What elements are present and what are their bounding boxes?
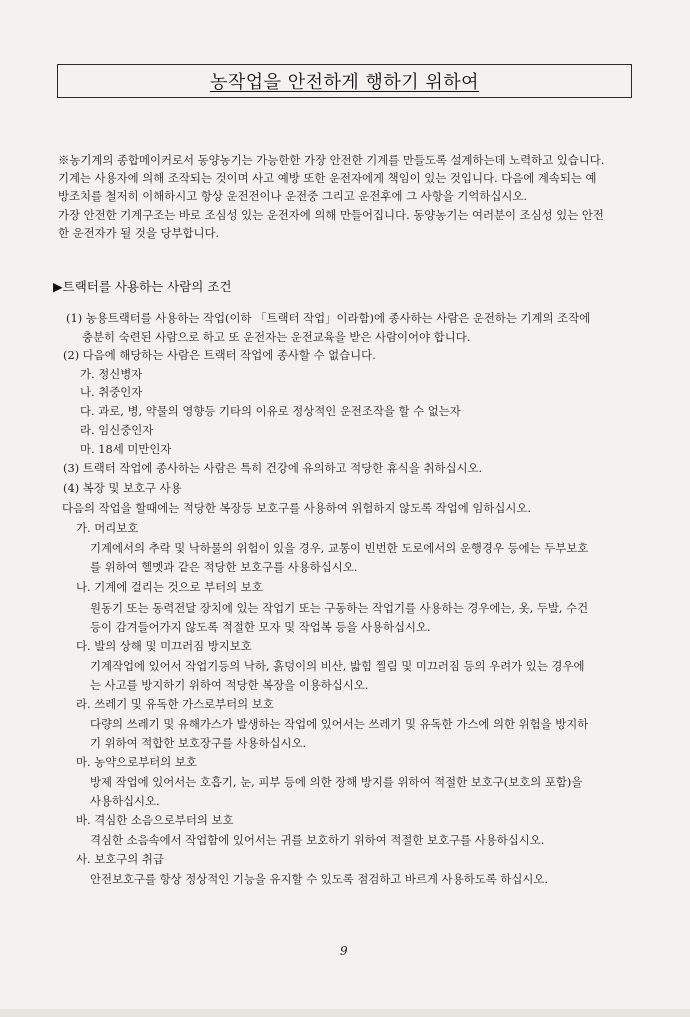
list-item: 는 사고를 방지하기 위하여 적당한 복장을 이용하십시오. — [90, 678, 369, 692]
page-number: 9 — [340, 944, 348, 958]
list-item: 를 위하여 헬멧과 같은 적당한 보호구를 사용하십시오. — [90, 560, 358, 574]
page-bottom-edge — [0, 1009, 690, 1017]
list-item: 다량의 쓰레기 및 유해가스가 발생하는 작업에 있어서는 쓰레기 및 유독한 가스에 의한 위험을 방지하 — [90, 717, 589, 731]
list-item: (4) 복장 및 보호구 사용 — [63, 481, 182, 495]
list-item: 다. 발의 상해 및 미끄러짐 방지보호 — [76, 639, 252, 653]
intro-line: ※농기계의 종합메이커로서 동양농기는 가능한한 가장 안전한 기계를 만들도록 설계하는데 노력하고 있습니다. — [58, 153, 605, 167]
list-item: 다음의 작업을 할때에는 적당한 복장등 보호구를 사용하여 위험하지 않도록 작업에 임하십시오. — [62, 501, 531, 515]
list-item: 마. 농약으로부터의 보호 — [76, 755, 197, 769]
list-item: 충분히 숙련된 사람으로 하고 또 운전자는 운전교육을 받은 사람이어야 합니다. — [82, 330, 471, 344]
list-item: 기계작업에 있어서 작업기등의 낙하, 흙덩이의 비산, 밟힘 찔림 및 미끄러짐 등의 우려가 있는 경우에 — [90, 659, 585, 673]
intro-line: 기계는 사용자에 의해 조작되는 것이며 사고 예방 또한 운전자에게 책임이 있는 것입니다. 다음에 계속되는 예 — [58, 171, 597, 185]
list-item: 방제 작업에 있어서는 호흡기, 눈, 피부 등에 의한 장해 방지를 위하여 적절한 보호구(보호의 포함)을 — [90, 775, 583, 789]
list-item: 바. 격심한 소음으로부터의 보호 — [76, 813, 234, 827]
list-item: 사용하십시오. — [90, 794, 160, 808]
list-item: 가. 머리보호 — [76, 521, 139, 535]
list-item: 등이 감겨들어가지 않도록 적절한 모자 및 작업복 등을 사용하십시오. — [90, 620, 431, 634]
list-item: (2) 다음에 해당하는 사람은 트랙터 작업에 종사할 수 없습니다. — [63, 348, 376, 362]
list-item: 사. 보호구의 취급 — [76, 852, 164, 866]
intro-line: 가장 안전한 기계구조는 바로 조심성 있는 운전자에 의해 만들어집니다. 동양농기는 여러분이 조심성 있는 안전 — [58, 208, 604, 222]
intro-line: 한 운전자가 될 것을 당부합니다. — [58, 226, 220, 240]
list-item: 라. 임신중인자 — [80, 423, 154, 437]
intro-line: 방조치를 철저히 이해하시고 항상 운전전이나 운전중 그리고 운전후에 그 사항을 기억하십시오. — [58, 189, 527, 203]
list-item: 마. 18세 미만인자 — [80, 442, 172, 456]
list-item: 가. 정신병자 — [80, 367, 143, 381]
list-item: 다. 과로, 병, 약물의 영향등 기타의 이유로 정상적인 운전조작을 할 수 없는자 — [80, 404, 461, 418]
list-item: 기 위하여 적합한 보호장구를 사용하십시오. — [90, 736, 307, 750]
list-item: (1) 농용트랙터를 사용하는 작업(이하 「트랙터 작업」이라함)에 종사하는 사람은 운전하는 기계의 조작에 — [66, 311, 591, 325]
list-item: 안전보호구를 항상 정상적인 기능을 유지할 수 있도록 점검하고 바르게 사용하도록 하십시오. — [90, 872, 548, 886]
list-item: 나. 기계에 걸리는 것으로 부터의 보호 — [76, 580, 263, 594]
list-item: 라. 쓰레기 및 유독한 가스로부터의 보호 — [76, 697, 274, 711]
section-heading: ▶트랙터를 사용하는 사람의 조건 — [53, 279, 232, 294]
list-item: 원동기 또는 동력전달 장치에 있는 작업기 또는 구동하는 작업기를 사용하는 경우에는, 옷, 두발, 수건 — [90, 601, 589, 615]
list-item: 격심한 소음속에서 작업함에 있어서는 귀를 보호하기 위하여 적절한 보호구를 사용하십시오. — [90, 833, 545, 847]
list-item: 기계에서의 추락 및 낙하물의 위험이 있을 경우, 교통이 빈번한 도로에서의 운행경우 등에는 두부보호 — [90, 541, 589, 555]
page-title: 농작업을 안전하게 행하기 위하여 — [209, 72, 480, 93]
list-item: 나. 취중인자 — [80, 385, 143, 399]
title-box — [57, 64, 632, 98]
list-item: (3) 트랙터 작업에 종사하는 사람은 특히 건강에 유의하고 적당한 휴식을 취하십시오. — [63, 461, 483, 475]
